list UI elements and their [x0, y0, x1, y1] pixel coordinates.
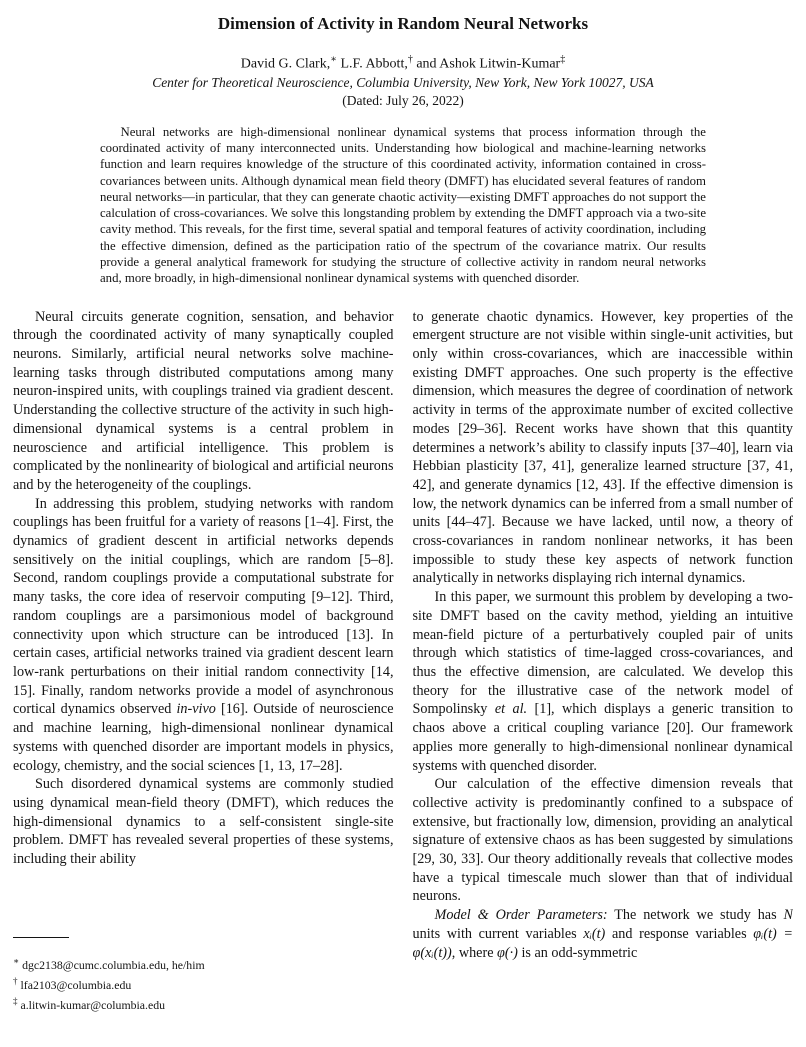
- italic-text: φᵢ(t) = φ(xᵢ(t)): [412, 925, 793, 961]
- paragraph: [413, 588, 794, 775]
- body-text: In this paper, we surmount this problem by developing a two-site DMFT based on the cavity method, yielding an intuitive mean-field picture of a perturbatively coupled pair of units through which statistics of time-lagged cross-covariances, and thus the effective dimension, are calculated. We develop this theory for the illustrative case of the network model of Sompolinsky: [412, 589, 793, 718]
- footnote-list: [13, 954, 394, 1013]
- author-name: David G. Clark,: [240, 56, 331, 72]
- footnote-mark: ‡: [13, 995, 18, 1006]
- authors-line: [0, 51, 806, 73]
- body-text: to generate chaotic dynamics. However, key properties of the emergent structure are not visible within single-unit activities, but only within cross-covariances, which are inaccessible within existing DMFT approaches. One such property is the effective dimension, which measures the degree of coordination of network activity in terms of the approximate number of excited collective modes [29–36]. Recent works have shown that this quantity determines a network’s ability to classify inputs [37–40], learn via Hebbian plasticity [37, 41], generalize learned structure [37, 41, 42], and generate dynamics [12, 43]. If the effective dimension is low, the network dynamics can be inferred from a small number of units [44–47]. Because we have lacked, until now, a theory of cross-covariances in random nonlinear networks, it has been impossible to study these key aspects of network function analytically in networks displaying rich internal dynamics.: [412, 308, 793, 587]
- body-text: , where: [451, 944, 498, 961]
- affiliation-line: Center for Theoretical Neuroscience, Columbia University, New York, New York 10027, USA: [152, 74, 654, 90]
- abstract-text: Neural networks are high-dimensional nonlinear dynamical systems that process information through the coordinated activity of many interconnected units. Understanding how biological and machine-learning networks function and learn requires knowledge of the structure of this coordinated activity, information contained in cross-covariances between units. Although dynamical mean field theory (DMFT) has elucidated several features of random neural networks—in particular, that they can generate chaotic activity—existing DMFT approaches do not support the calculation of cross-covariances. We solve this longstanding problem by extending the DMFT approach via a two-site cavity method. This reveals, for the first time, several spatial and temporal features of activity coordination, including the effective dimension, defined as the participation ratio of the spectrum of the covariance matrix. Our results provide a general analytical framework for studying the structure of collective activity in random neural networks and, more broadly, in high-dimensional nonlinear dynamical systems with quenched disorder.: [100, 124, 706, 286]
- right-column-text: [413, 308, 794, 963]
- italic-text: in-vivo: [176, 701, 216, 718]
- author-footnote-mark: ‡: [560, 54, 566, 65]
- paragraph: [13, 495, 394, 776]
- right-column: [413, 308, 794, 1014]
- date-line: (Dated: July 26, 2022): [342, 92, 464, 108]
- footnote: ‡ a.litwin-kumar@columbia.edu: [13, 995, 166, 1012]
- footnote-block: [13, 937, 394, 1013]
- footnote-mark: †: [13, 976, 18, 987]
- body-text: Our calculation of the effective dimension reveals that collective activity is predominantly confined to a subspace of extensive, but fractionally low, dimension, providing an analytical signature of extensive chaos as has been suggested by simulations [29, 30, 33]. Our theory additionally reveals that collective modes have a typical timescale much slower than that of individual neurons.: [412, 776, 793, 905]
- paragraph: [413, 906, 794, 962]
- footnote-rule: [13, 937, 69, 938]
- italic-text: xᵢ(t): [583, 925, 606, 942]
- footnote: † lfa2103@columbia.edu: [13, 976, 132, 993]
- footnote-mark: ∗: [13, 956, 20, 967]
- paragraph: [413, 308, 794, 589]
- italic-text: et al.: [494, 701, 528, 718]
- italic-text: Model & Order Parameters:: [434, 907, 608, 924]
- paragraph: [13, 775, 394, 869]
- body-text: In addressing this problem, studying networks with random couplings has been fruitful for a variety of reasons [1–4]. First, the dynamics of gradient descent in artificial networks depends sensitively on the initial couplings, which are random [5–8]. Second, random couplings provide a computational substrate for many tasks, the core idea of reservoir computing [9–12]. Third, random couplings are a parsimonious model of background connectivity upon which structure can be introduced [13]. In certain cases, artificial networks trained via gradient descent learn low-rank perturbations on their initial random connectivity [14, 15]. Finally, random networks provide a model of asynchronous cortical dynamics observed: [13, 495, 394, 718]
- body-text: Such disordered dynamical systems are commonly studied using dynamical mean-field theory (DMFT), which reduces the high-dimensional dynamics to a self-consistent single-site problem. DMFT has revealed several properties of these systems, including their ability: [13, 776, 394, 868]
- body-text: units with current variables: [412, 925, 584, 942]
- left-column: [13, 308, 394, 1014]
- body-text: [16]. Outside of neuroscience and machine learning, high-dimensional nonlinear dynamical systems with quenched disorder are important models in physics, ecology, chemistry, and the social sciences [1, 13, 17–28].: [13, 701, 394, 774]
- left-column-text: [13, 308, 394, 869]
- italic-text: φ(·): [497, 944, 518, 961]
- author-footnote-mark: †: [407, 54, 413, 65]
- author-name: and Ashok Litwin-Kumar: [412, 56, 561, 72]
- two-column-body: [0, 308, 806, 1014]
- paragraph: [13, 308, 394, 495]
- body-text: is an odd-symmetric: [517, 944, 638, 961]
- body-text: and response variables: [605, 925, 754, 942]
- author-footnote-mark: ∗: [330, 54, 337, 65]
- body-text: [1], which displays a generic transition to chaos above a critical coupling variance [20]. Our framework applies more generally to high-dimensional nonlinear dynamical systems with quenched disorder.: [412, 701, 793, 774]
- italic-text: N: [783, 907, 793, 924]
- paper-title: Dimension of Activity in Random Neural Networks: [217, 14, 589, 33]
- author-name: L.F. Abbott,: [337, 56, 408, 72]
- footnote: ∗ dgc2138@cumc.columbia.edu, he/him: [13, 956, 205, 973]
- body-text: Neural circuits generate cognition, sensation, and behavior through the coordinated activity of many synaptically coupled neurons. Similarly, artificial neural networks solve machine-learning tasks through distributed computations among many neuron-inspired units, with couplings trained via gradient descent. Understanding the collective structure of the activity in such high-dimensional dynamical systems is a central problem in neuroscience and artificial intelligence. This problem is complicated by the nonlinearity of biological and artificial neurons and by the heterogeneity of the couplings.: [13, 308, 394, 493]
- paragraph: [413, 775, 794, 906]
- body-text: The network we study has: [607, 907, 784, 924]
